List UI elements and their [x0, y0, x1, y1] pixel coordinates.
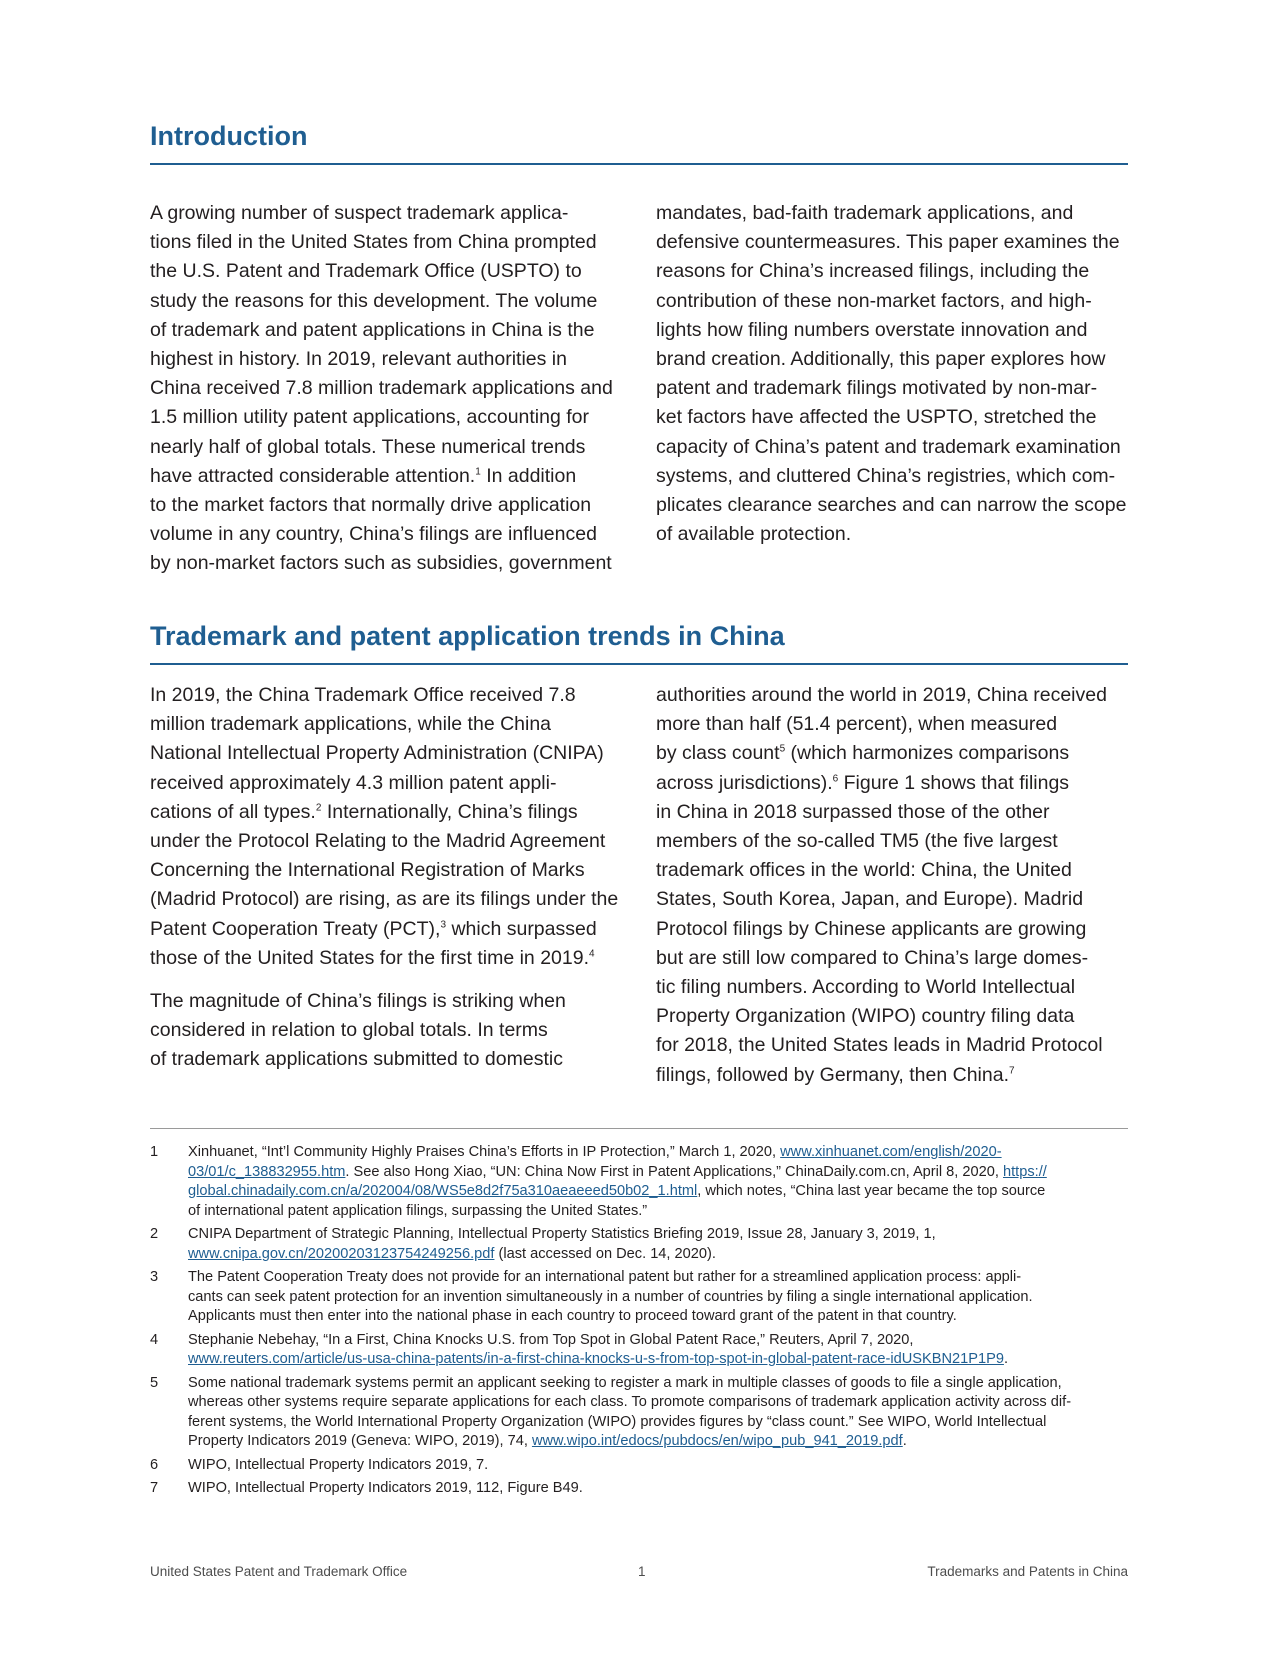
footnote-number: 4: [150, 1331, 159, 1348]
footnote-link[interactable]: www.wipo.int/edocs/pubdocs/en/wipo_pub_941_2019.pdf: [531, 1433, 903, 1449]
footnote-number: 6: [150, 1456, 159, 1473]
footnote-number: 3: [150, 1269, 159, 1285]
footnote-text: Stephanie Nebehay, “In a First, China Knocks U.S. from Top Spot in Global Patent Race,” Reuters, April 7, 2020, www.reuters.com/article/us-usa-china-patents/in-a-first-china-knocks-u-s-from-top-spot-in-global-patent-race-idUSKBN21P1P9.: [188, 1331, 1008, 1367]
footnote: [150, 1374, 1128, 1452]
footnote-ref[interactable]: 2: [315, 802, 322, 814]
section-heading-trends: Trademark and patent application trends in China: [150, 621, 785, 651]
footer-title: Trademarks and Patents in China: [927, 1564, 1128, 1579]
footnote-text: WIPO, Intellectual Property Indicators 2019, 7.: [188, 1456, 489, 1473]
footnote-text: WIPO, Intellectual Property Indicators 2019, 112, Figure B49.: [188, 1480, 583, 1496]
footnote-ref[interactable]: 3: [440, 919, 447, 931]
footnote: [150, 1331, 1128, 1370]
footnote-number: 7: [150, 1480, 159, 1496]
footnote-text: Some national trademark systems permit an applicant seeking to register a mark in multiple classes of goods to file a single application, whereas other systems require separate applications for each class. To promote comparisons of trademark application activity across dif- ferent systems, the World International Property Organization (WIPO) provides figures by “class count.” See WIPO, World Intellectual Property Indicators 2019 (Geneva: WIPO, 2019), 74, www.wipo.int/edocs/pubdocs/en/wipo_pub_941_2019.pdf.: [188, 1374, 1072, 1449]
footnote-text: Xinhuanet, “Int’l Community Highly Praises China’s Efforts in IP Protection,” March 1, 2020, www.xinhuanet.com/english/2020- 03/01/c_138832955.htm. See also Hong Xiao, “UN: China Now First in Patent Applications,” ChinaDaily.com.cn, April 8, 2020, https:// global.chinadaily.com.cn/a/202004/08/WS5e8d2f75a310aeaeeed50b02_1.html, which notes, “China last year became the top source of international patent application filings, surpassing the United States.”: [188, 1144, 1047, 1219]
footer-publisher: United States Patent and Trademark Office: [150, 1564, 408, 1579]
footnote: [150, 1479, 1128, 1499]
footnote-link[interactable]: 03/01/c_138832955.htm: [188, 1163, 346, 1180]
paragraph: In 2019, the China Trademark Office received 7.8 million trademark applications, while the China National Intellectual Property Administration (CNIPA) received approximately 4.3 million patent appli- cations of all types.$^2$ Internationally, China’s filings under the Protocol Relating to the Madrid Agreement Concerning the International Registration of Marks (Madrid Protocol) are rising, as are its filings under the Patent Cooperation Treaty (PCT),$^3$ which surpassed those of the United States for the first time in 2019.$^4$: [150, 684, 619, 969]
footnote-number: 5: [150, 1374, 159, 1391]
footnote-ref[interactable]: 1: [475, 466, 481, 478]
intro-left-column: [150, 199, 622, 579]
paragraph: The magnitude of China’s filings is striking when considered in relation to global totals. In terms of trademark applications submitted to domestic: [150, 990, 566, 1071]
paragraph: A growing number of suspect trademark applica- tions filed in the United States from China prompted the U.S. Patent and Trademark Office (USPTO) to study the reasons for this development. The volume of trademark and patent applications in China is the highest in history. In 2019, relevant authorities in China received 7.8 million trademark applications and 1.5 million utility patent applications, accounting for nearly half of global totals. These numerical trends have attracted considerable attention.$^1$ In addition to the market factors that normally drive application volume in any country, China’s filings are influenced by non-market factors such as subsidies, government: [150, 202, 613, 575]
section-heading-introduction: Introduction: [150, 121, 308, 151]
footnote-ref[interactable]: 7: [1008, 1065, 1015, 1077]
page-number: 1: [638, 1564, 646, 1579]
trends-right-column: [656, 681, 1128, 1090]
footnote-text: The Patent Cooperation Treaty does not provide for an international patent but rather for a streamlined application process: appli- cants can seek patent protection for an invention simultaneously in a number of countries by filing a single international application. Applicants must then enter into the national phase in each country to proceed toward grant of the patent in that country.: [188, 1269, 1033, 1324]
footnote-number: 1: [150, 1144, 159, 1160]
footnote: [150, 1225, 1128, 1264]
footnote: [150, 1456, 1128, 1476]
footnotes: [150, 1143, 1128, 1503]
footnote-ref[interactable]: 6: [832, 773, 839, 785]
page-footer: [150, 1564, 1128, 1584]
footnote-ref[interactable]: 5: [779, 743, 786, 755]
footnote-ref[interactable]: 4: [589, 948, 595, 960]
footnote-link[interactable]: global.chinadaily.com.cn/a/202004/08/WS5e8d2f75a310aeaeeed50b02_1.html: [188, 1183, 698, 1199]
footnote-number: 2: [150, 1226, 159, 1242]
footnote: [150, 1143, 1128, 1221]
footnote-link[interactable]: www.cnipa.gov.cn/20200203123754249256.pdf: [188, 1245, 495, 1262]
trends-left-column: [150, 681, 622, 1075]
footnote-link[interactable]: https://: [1003, 1163, 1047, 1180]
heading-rule: [150, 163, 1128, 165]
paragraph: mandates, bad-faith trademark applications, and defensive countermeasures. This paper examines the reasons for China’s increased filings, including the contribution of these non-market factors, and high- lights how filing numbers overstate innovation and brand creation. Additionally, this paper explores how patent and trademark filings motivated by non-mar- ket factors have affected the USPTO, stretched the capacity of China’s patent and trademark examination systems, and cluttered China’s registries, which com- plicates clearance searches and can narrow the scope of available protection.: [656, 202, 1127, 546]
paragraph: authorities around the world in 2019, China received more than half (51.4 percent), when measured by class count$^5$ (which harmonizes comparisons across jurisdictions).$^6$ Figure 1 shows that filings in China in 2018 surpassed those of the other members of the so-called TM5 (the five largest trademark offices in the world: China, the United States, South Korea, Japan, and Europe). Madrid Protocol filings by Chinese applicants are growing but are still low compared to China’s large domes- tic filing numbers. According to World Intellectual Property Organization (WIPO) country filing data for 2018, the United States leads in Madrid Protocol filings, followed by Germany, then China.$^7$: [656, 684, 1107, 1086]
footnote-link[interactable]: www.reuters.com/article/us-usa-china-patents/in-a-first-china-knocks-u-s-from-top-spot-in-global-patent-race-idUSKBN21P1P9: [188, 1351, 1004, 1367]
intro-right-column: [656, 199, 1128, 549]
footnote: [150, 1268, 1128, 1327]
footnote-text: CNIPA Department of Strategic Planning, Intellectual Property Statistics Briefing 2019, Issue 28, January 3, 2019, 1, www.cnipa.gov.cn/20200203123754249256.pdf (last accessed on Dec. 14, 2020).: [188, 1226, 936, 1262]
footnote-divider: [150, 1128, 1128, 1129]
heading-rule: [150, 663, 1128, 665]
footnote-link[interactable]: www.xinhuanet.com/english/2020-: [780, 1144, 1002, 1160]
